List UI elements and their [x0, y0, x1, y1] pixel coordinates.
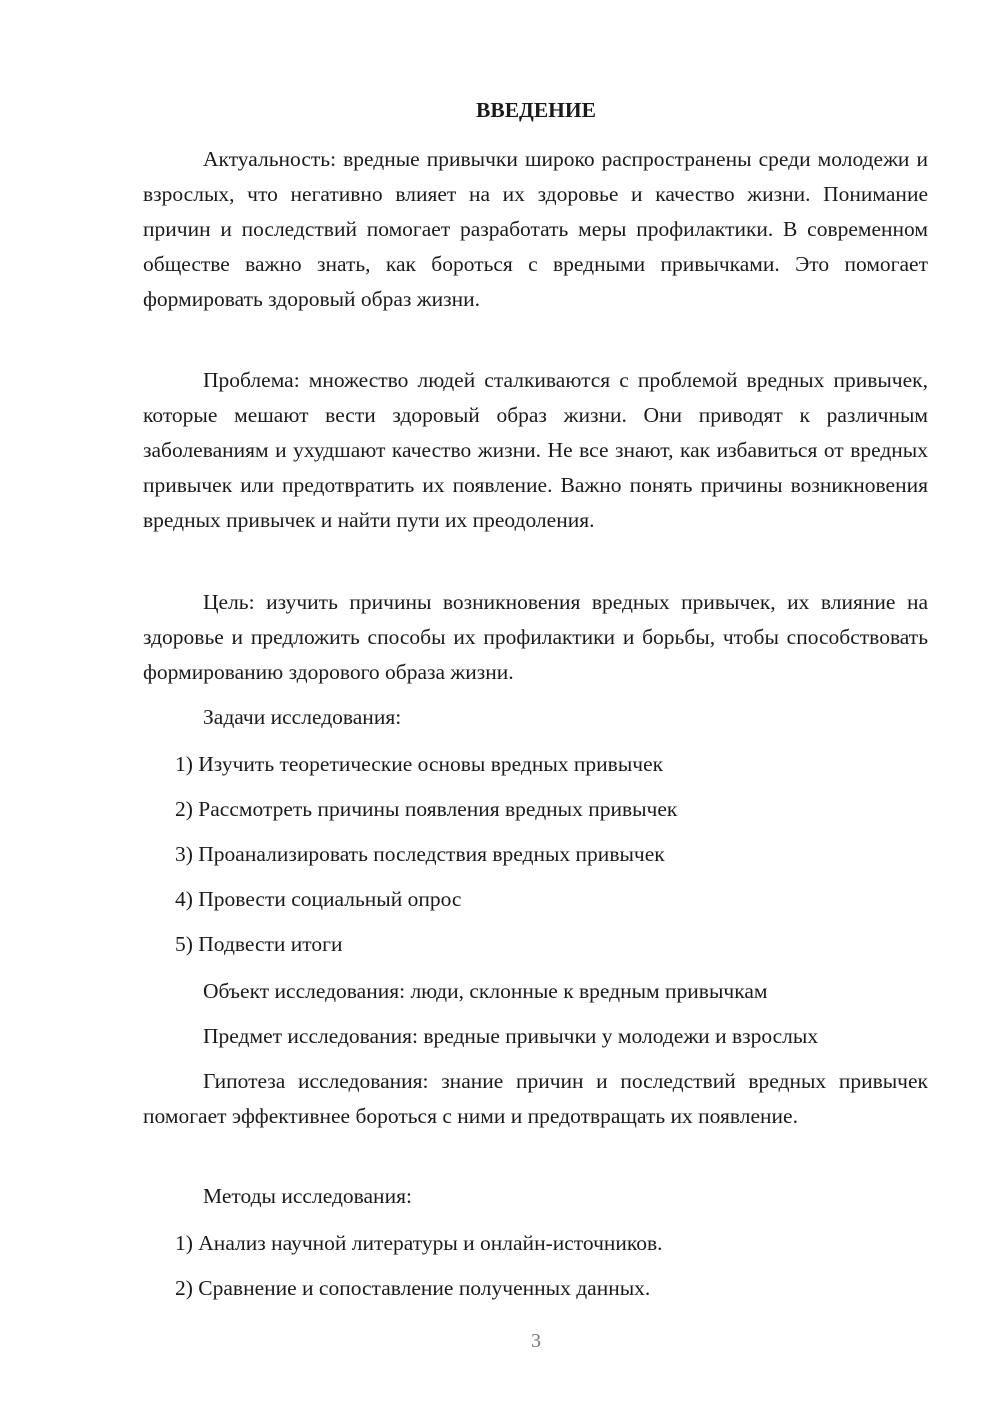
- methods-heading: Методы исследования:: [203, 1184, 412, 1208]
- paragraph-hypothesis: Гипотеза исследования: знание причин и последствий вредных привычек помогает эффективнее бороться с ними и предотвращать их появление.: [143, 1069, 928, 1128]
- paragraph-problem: Проблема: множество людей сталкиваются с проблемой вредных привычек, которые мешают вести здоровый образ жизни. Они приводят к различным заболеваниям и ухудшают качество жизни. Не все знают, как избавиться от вредных привычек или предотвратить их появление. Важно понять причины возникновения вредных привычек и найти пути их преодоления.: [143, 368, 928, 532]
- page-number: 3: [531, 1330, 541, 1352]
- method-item: 2) Сравнение и сопоставление полученных данных.: [175, 1276, 651, 1300]
- method-item: 1) Анализ научной литературы и онлайн-источников.: [175, 1231, 663, 1255]
- paragraph-goal: Цель: изучить причины возникновения вредных привычек, их влияние на здоровье и предложить способы их профилактики и борьбы, чтобы способствовать формированию здорового образа жизни.: [143, 590, 928, 684]
- task-item: 5) Подвести итоги: [175, 932, 343, 956]
- research-subject: Предмет исследования: вредные привычки у молодежи и взрослых: [203, 1024, 819, 1048]
- paragraph-relevance: Актуальность: вредные привычки широко распространены среди молодежи и взрослых, что негативно влияет на их здоровье и качество жизни. Понимание причин и последствий помогает разработать меры профилактики. В современном обществе важно знать, как бороться с вредными привычками. Это помогает формировать здоровый образ жизни.: [143, 147, 928, 311]
- task-item: 3) Проанализировать последствия вредных привычек: [175, 842, 665, 866]
- page-title: ВВЕДЕНИЕ: [476, 98, 596, 122]
- task-item: 4) Провести социальный опрос: [175, 887, 462, 911]
- task-item: 2) Рассмотреть причины появления вредных привычек: [175, 797, 678, 821]
- task-item: 1) Изучить теоретические основы вредных привычек: [175, 752, 664, 776]
- research-object: Объект исследования: люди, склонные к вредным привычкам: [203, 979, 768, 1003]
- tasks-heading: Задачи исследования:: [203, 705, 402, 729]
